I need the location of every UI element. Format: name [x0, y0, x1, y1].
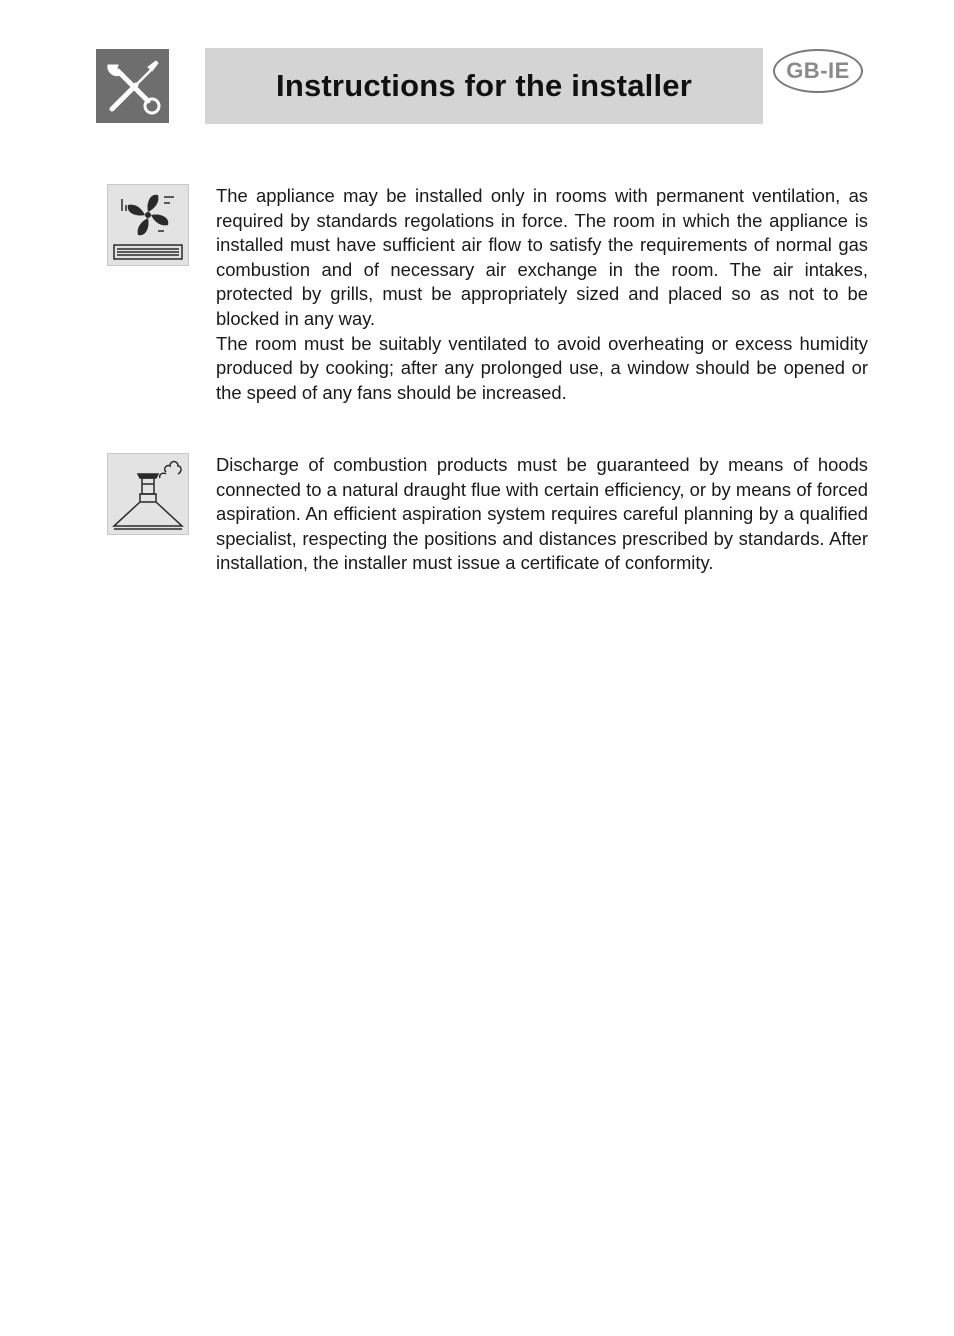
- ventilation-paragraph-1: The appliance may be installed only in rooms with permanent ventilation, as required by standards regolations in force. The room in which the appliance is installed must have sufficient air flow to satisfy the requirements of normal gas combustion and of necessary air exchange in the room. The air intakes, protected by grills, must be appropriately sized and placed so as not to be blocked in any way.: [216, 185, 868, 329]
- ventilation-text: [216, 184, 868, 405]
- hood-paragraph-1: Discharge of combustion products must be guaranteed by means of hoods connected to a natural draught flue with certain efficiency, or by means of forced aspiration. An efficient aspiration system requires careful planning by a qualified specialist, respecting the positions and distances prescribed by standards. After installation, the installer must issue a certificate of conformity.: [216, 454, 868, 574]
- tools-icon-box: [96, 49, 169, 123]
- region-badge: [773, 49, 863, 93]
- ventilation-fan-icon: [108, 185, 188, 265]
- page-title: Instructions for the installer: [276, 68, 692, 103]
- ventilation-paragraph-2: The room must be suitably ventilated to avoid overheating or excess humidity produced by cooking; after any prolonged use, a window should be opened or the speed of any fans should be increased.: [216, 332, 868, 403]
- title-banner: [205, 48, 763, 124]
- ventilation-icon-box: [107, 184, 189, 266]
- region-badge-label: GB-IE: [786, 58, 850, 83]
- wrench-screwdriver-icon: [96, 49, 169, 123]
- hood-icon-box: [107, 453, 189, 535]
- extractor-hood-icon: [108, 454, 188, 534]
- hood-text: [216, 453, 868, 576]
